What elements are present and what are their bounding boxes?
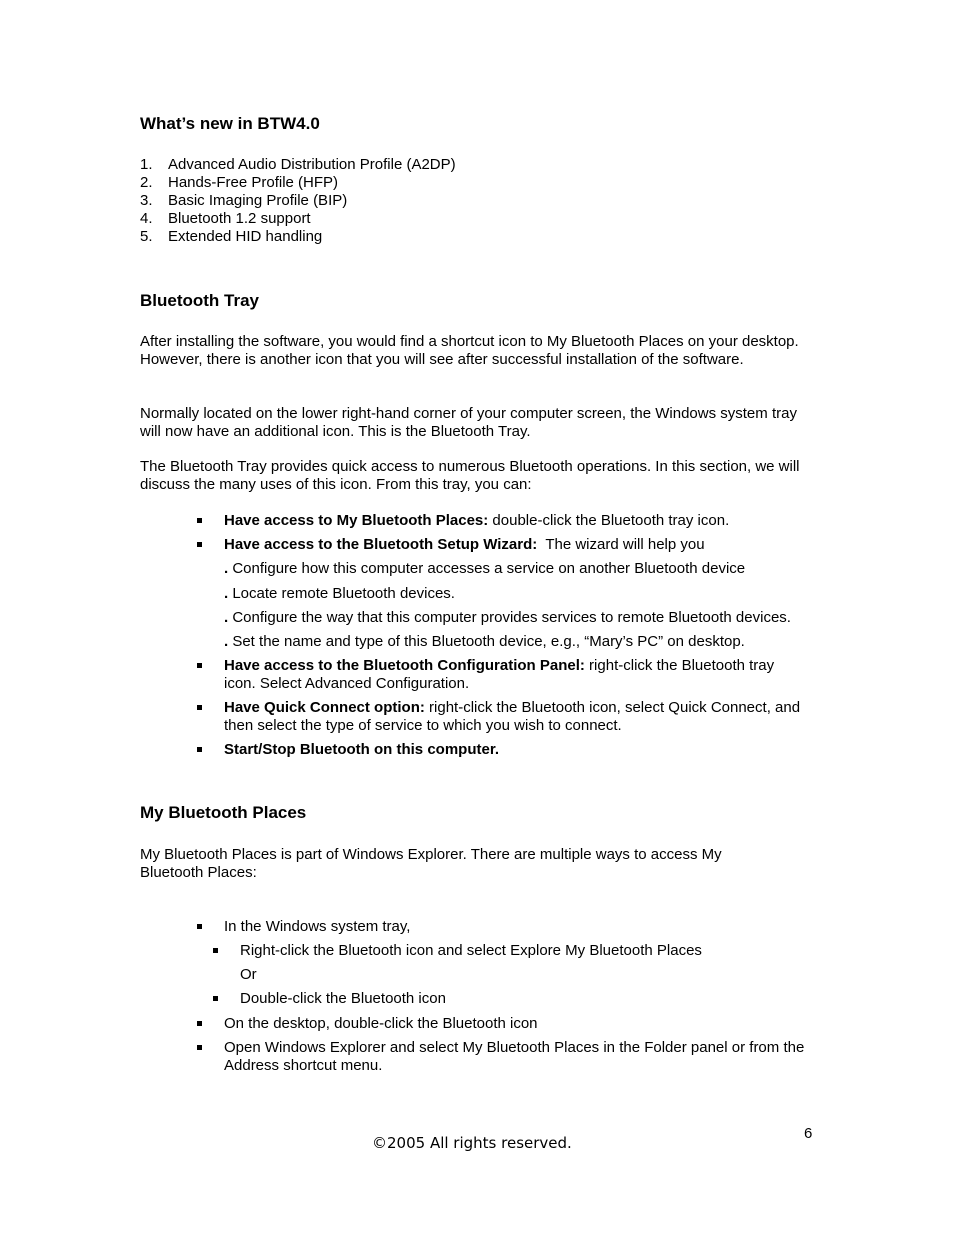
sub-bullet-marker	[213, 996, 218, 1001]
list-number: 5.	[140, 228, 153, 245]
bullet-item	[224, 699, 804, 735]
paragraph: Normally located on the lower right-hand corner of your computer screen, the Windows system tray will now have an additional icon. This is the Bluetooth Tray.	[140, 405, 797, 440]
wizard-text: Configure how this computer accesses a service on another Bluetooth device	[228, 560, 746, 577]
bullet-item: In the Windows system tray,	[224, 918, 411, 935]
bullet-text: right-click the Bluetooth tray icon. Select Advanced Configuration.	[224, 657, 775, 692]
bullet-marker	[197, 924, 202, 929]
wizard-dot: .	[224, 633, 229, 650]
wizard-dot: .	[224, 560, 229, 577]
bullet-bold: Have Quick Connect option:	[224, 699, 425, 716]
my-bluetooth-places-heading: My Bluetooth Places	[140, 803, 307, 822]
sub-bullet-item: Double-click the Bluetooth icon	[240, 990, 446, 1007]
bullet-item	[224, 657, 804, 693]
bullet-item	[224, 512, 824, 530]
bullet-item: Open Windows Explorer and select My Bluetooth Places in the Folder panel or from the Address shortcut menu.	[224, 1039, 805, 1074]
list-number: 2.	[140, 174, 153, 191]
wizard-text: Configure the way that this computer provides services to remote Bluetooth devices.	[228, 609, 791, 626]
bullet-marker	[197, 747, 202, 752]
wizard-text: Locate remote Bluetooth devices.	[228, 585, 455, 602]
bluetooth-tray-heading: Bluetooth Tray	[140, 291, 260, 310]
list-item: Advanced Audio Distribution Profile (A2DP)	[168, 156, 456, 173]
wizard-item	[224, 633, 824, 651]
list-number: 1.	[140, 156, 153, 173]
wizard-text: Set the name and type of this Bluetooth device, e.g., “Mary’s PC” on desktop.	[228, 633, 745, 650]
list-item: Basic Imaging Profile (BIP)	[168, 192, 348, 209]
bullet-item	[224, 536, 824, 554]
wizard-item	[224, 609, 844, 627]
bullet-marker	[197, 542, 202, 547]
list-item: Extended HID handling	[168, 228, 323, 245]
bullet-text: The wizard will help you	[537, 536, 705, 553]
bullet-bold: Have access to the Bluetooth Setup Wizard:	[224, 536, 538, 553]
bullet-bold: Have access to My Bluetooth Places:	[224, 512, 489, 529]
or-label: Or	[240, 966, 257, 983]
sub-bullet-item: Right-click the Bluetooth icon and select Explore My Bluetooth Places	[240, 942, 702, 959]
bullet-text: right-click the Bluetooth icon, select Quick Connect, and then select the type of service to which you wish to connect.	[224, 699, 801, 734]
sub-bullet-marker	[213, 948, 218, 953]
bullet-item: On the desktop, double-click the Bluetooth icon	[224, 1015, 538, 1032]
bullet-marker	[197, 705, 202, 710]
paragraph: The Bluetooth Tray provides quick access to numerous Bluetooth operations. In this section, we will discuss the many uses of this icon. From this tray, you can:	[140, 458, 800, 493]
bullet-marker	[197, 518, 202, 523]
bullet-bold: Have access to the Bluetooth Configuration Panel:	[224, 657, 585, 674]
copyright-notice: ©2005 All rights reserved.	[372, 1134, 572, 1152]
wizard-dot: .	[224, 585, 229, 602]
paragraph: My Bluetooth Places is part of Windows Explorer. There are multiple ways to access My Bluetooth Places:	[140, 846, 722, 881]
wizard-dot: .	[224, 609, 229, 626]
bullet-marker	[197, 1021, 202, 1026]
bullet-text: double-click the Bluetooth tray icon.	[488, 512, 730, 529]
whats-new-heading: What’s new in BTW4.0	[140, 114, 320, 133]
wizard-item	[224, 585, 824, 603]
bullet-bold: Start/Stop Bluetooth on this computer.	[224, 741, 499, 758]
list-item: Hands-Free Profile (HFP)	[168, 174, 339, 191]
bullet-item	[224, 741, 824, 759]
list-number: 3.	[140, 192, 153, 209]
bullet-marker	[197, 663, 202, 668]
paragraph: After installing the software, you would find a shortcut icon to My Bluetooth Places on your desktop. However, there is another icon that you will see after successful installation of the software.	[140, 333, 799, 368]
list-number: 4.	[140, 210, 153, 227]
list-item: Bluetooth 1.2 support	[168, 210, 311, 227]
bullet-marker	[197, 1045, 202, 1050]
page-number: 6	[804, 1125, 813, 1142]
wizard-item	[224, 560, 824, 578]
